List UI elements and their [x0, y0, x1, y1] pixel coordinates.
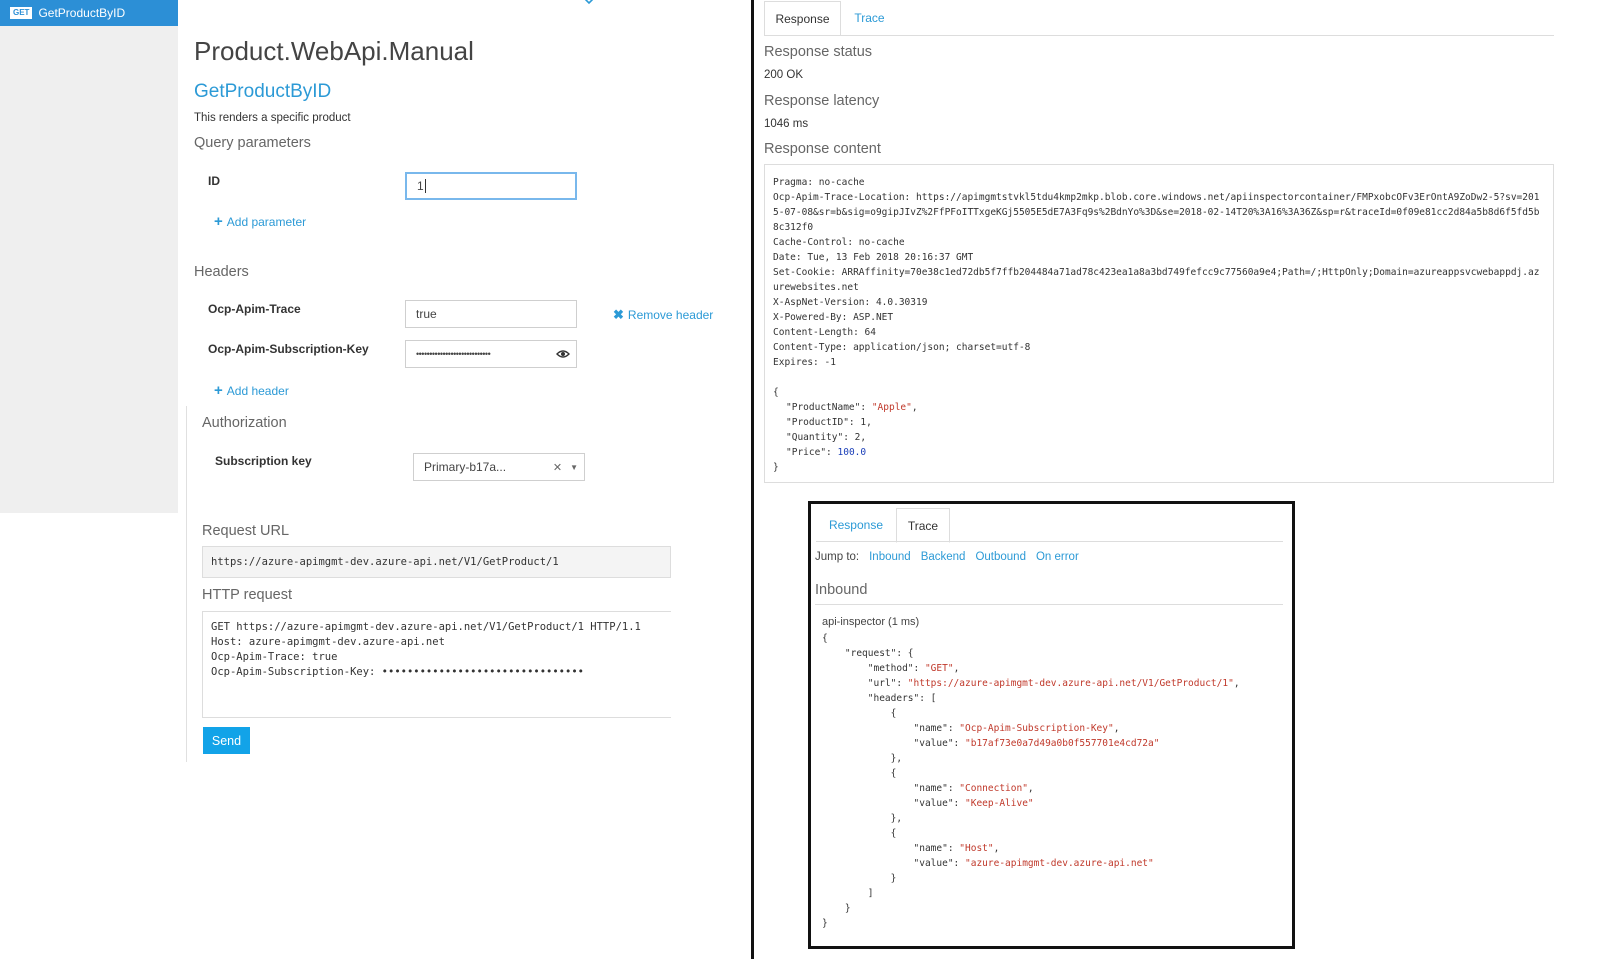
- operation-title: GetProductByID: [194, 81, 332, 102]
- add-parameter-link[interactable]: [214, 215, 306, 229]
- sidebar: [0, 0, 178, 513]
- subscription-key-selected: Primary-b17a...: [424, 460, 507, 474]
- trace-header-value: true: [416, 307, 437, 321]
- tab-response[interactable]: Response: [828, 518, 884, 532]
- tab-response[interactable]: Response: [764, 1, 841, 36]
- trace-header-input[interactable]: [405, 300, 577, 328]
- json-close-brace: }: [773, 462, 779, 473]
- operation-description: This renders a specific product: [194, 112, 351, 124]
- json-open-brace: {: [773, 387, 779, 398]
- header-name-label: Ocp-Apim-Trace: [208, 302, 301, 316]
- json-field: "Quantity": 2,: [786, 432, 867, 443]
- trace-panel: [808, 501, 1295, 949]
- plus-icon: +: [214, 213, 223, 230]
- response-header-line: Cache-Control: no-cache: [773, 237, 905, 248]
- tab-underline: [764, 35, 1554, 36]
- inbound-title: Inbound: [815, 582, 868, 598]
- response-header-line: Date: Tue, 13 Feb 2018 20:16:37 GMT: [773, 252, 974, 263]
- request-url-field[interactable]: https://azure-apimgmt-dev.azure-api.net/V1/GetProduct/1: [202, 546, 671, 578]
- caret-down-icon[interactable]: ▼: [570, 462, 578, 472]
- http-request-title: HTTP request: [202, 587, 292, 603]
- response-header-line: Content-Type: application/json; charset=utf-8: [773, 342, 1031, 353]
- tab-underline: [816, 541, 1283, 542]
- response-header-line: Expires: -1: [773, 357, 836, 368]
- headers-title: Headers: [194, 264, 249, 280]
- add-header-link[interactable]: [214, 384, 289, 398]
- request-url-title: Request URL: [202, 523, 290, 539]
- id-param-value: 1: [417, 179, 424, 193]
- response-status-title: Response status: [764, 44, 873, 60]
- response-status-value: 200 OK: [764, 69, 803, 81]
- api-inspector-label: api-inspector (1 ms): [822, 616, 920, 628]
- http-request-body: GET https://azure-apimgmt-dev.azure-api.net/V1/GetProduct/1 HTTP/1.1 Host: azure-apimgmt-dev.azure-api.net Ocp-Apim-Trace: true Ocp-Apim-Subscription-Key: ••••••••••••••••••••••••••••••••: [202, 611, 671, 718]
- response-header-line: Content-Length: 64: [773, 327, 876, 338]
- divider: [186, 406, 187, 762]
- chevron-down-icon[interactable]: [583, 0, 595, 6]
- subscription-key-label: Subscription key: [215, 454, 312, 468]
- sidebar-item-label: GetProductByID: [38, 6, 126, 20]
- sidebar-item-get-product-by-id[interactable]: [0, 0, 178, 26]
- header-name-label: Ocp-Apim-Subscription-Key: [208, 342, 369, 356]
- add-header-label: Add header: [226, 384, 289, 398]
- response-content: [764, 164, 1554, 483]
- add-parameter-label: Add parameter: [226, 215, 307, 229]
- remove-header-link[interactable]: [613, 307, 713, 323]
- get-method-badge: GET: [10, 7, 32, 19]
- text-cursor: [425, 179, 426, 193]
- json-field: "ProductID": 1,: [786, 417, 872, 428]
- subscription-key-select[interactable]: [413, 453, 585, 481]
- response-header-line: Ocp-Apim-Trace-Location: https://apimgmtstvkl5tdu4kmp2mkp.blob.core.windows.net/apiinspectorcontainer/FMPxobcOFv3ErOntA9ZoDw2-5?sv=2015-07-08&sr=b&sig=o9gipJIvZ%2FfPFoITTxgeKGj5505E5dE7A3Fq9s%2BdnYo%3D&se=2018-02-14T20%3A16%3A36Z&sp=r&traceId=0f09e81cc2d84a5b8d6f5fd5b8c312f0: [773, 192, 1540, 233]
- divider: [815, 604, 1283, 605]
- response-header-line: X-AspNet-Version: 4.0.30319: [773, 297, 928, 308]
- send-button[interactable]: Send: [203, 727, 250, 754]
- plus-icon: +: [214, 382, 223, 399]
- json-field: "Price": 100.0: [786, 447, 867, 458]
- response-latency-title: Response latency: [764, 93, 880, 109]
- remove-header-label: Remove header: [627, 308, 714, 322]
- api-title: Product.WebApi.Manual: [194, 36, 474, 66]
- response-latency-value: 1046 ms: [764, 118, 809, 130]
- clear-icon[interactable]: ✕: [552, 461, 563, 474]
- jump-backend-link[interactable]: Backend: [920, 551, 966, 563]
- eye-icon[interactable]: [556, 349, 570, 359]
- close-icon: ✖: [613, 307, 624, 322]
- jump-outbound-link[interactable]: Outbound: [975, 551, 1026, 563]
- response-content-title: Response content: [764, 141, 881, 157]
- response-header-line: Set-Cookie: ARRAffinity=70e38c1ed72db5f7ffb204484a71ad78c423ea1a8a3bd749fefcc9c77560a9e4;Path=/;HttpOnly;Domain=azureappsvcwebappdj.azurewebsites.net: [773, 267, 1540, 293]
- response-header-line: X-Powered-By: ASP.NET: [773, 312, 894, 323]
- panel-divider: [751, 0, 754, 959]
- jump-to-label: Jump to:: [815, 551, 860, 563]
- trace-json: { "request": { "method": "GET", "url": "https://azure-apimgmt-dev.azure-api.net/V1/GetProduct/1", "headers": [ { "name": "Ocp-Apim-Subscription-Key", "value": "b17af73e0a7d49a0b0f557701e4cd72a" }, { "name": "Connection", "value": "Keep-Alive" }, { "name": "Host", "value": "azure-apimgmt-dev.azure-api.net" } ] } }: [822, 633, 1240, 929]
- tab-trace[interactable]: Trace: [854, 11, 885, 25]
- jump-inbound-link[interactable]: Inbound: [869, 551, 911, 563]
- jump-on-error-link[interactable]: On error: [1035, 551, 1079, 563]
- response-header-line: Pragma: no-cache: [773, 177, 865, 188]
- subscription-key-header-input[interactable]: [405, 340, 577, 368]
- authorization-title: Authorization: [202, 415, 287, 431]
- tab-trace[interactable]: Trace: [896, 508, 950, 543]
- param-name-label: ID: [208, 174, 220, 188]
- json-field: "ProductName": "Apple",: [786, 402, 918, 413]
- id-param-input[interactable]: [405, 172, 577, 200]
- subscription-key-value: ••••••••••••••••••••••••••••: [416, 349, 491, 359]
- query-parameters-title: Query parameters: [194, 135, 311, 151]
